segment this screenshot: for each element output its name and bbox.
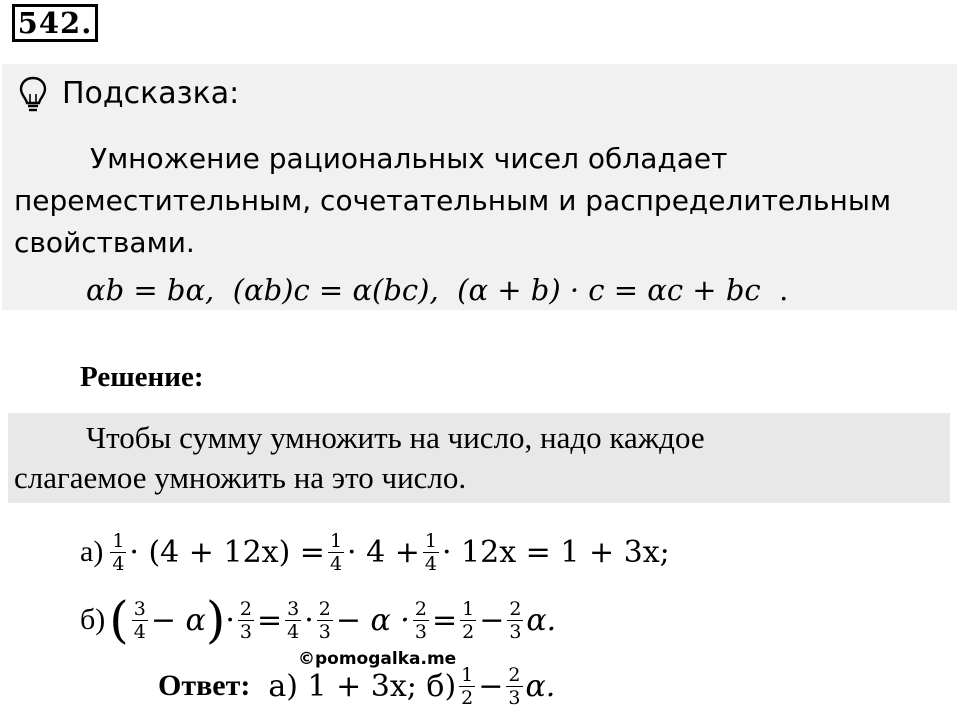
watermark: ©pomogalka.me xyxy=(298,649,457,669)
rule-line: Чтобы сумму умножить на число, надо каждое xyxy=(86,420,705,455)
fraction: $\frac{2}{3}$ xyxy=(414,597,427,643)
equation-term: − xyxy=(479,602,505,638)
hint-line: Умножение рациональных чисел обладает xyxy=(90,142,728,175)
fraction: $\frac{2}{3}$ xyxy=(318,597,331,643)
equation-term: · 4 + xyxy=(347,534,420,570)
equation-b xyxy=(80,590,556,650)
hint-line: свойствами. xyxy=(14,226,195,259)
equation-term: − α · xyxy=(335,602,410,638)
solution-title: Решение: xyxy=(80,361,204,393)
fraction: $\frac{1}{4}$ xyxy=(112,529,125,575)
answer-term: а) 1 + 3x; б) xyxy=(268,668,457,704)
answer-term: α. xyxy=(525,668,556,704)
open-paren: ( xyxy=(109,591,129,649)
fraction: $\frac{2}{3}$ xyxy=(509,597,522,643)
equation-term: · xyxy=(225,602,235,638)
close-paren: ) xyxy=(205,591,226,649)
fraction: $\frac{2}{3}$ xyxy=(508,663,521,709)
hint-title: Подсказка: xyxy=(62,76,240,111)
equation-term: · xyxy=(304,602,314,638)
equation-term: = xyxy=(256,602,283,638)
answer-term: − xyxy=(478,668,504,704)
answer xyxy=(158,656,555,716)
fraction: $\frac{2}{3}$ xyxy=(239,597,252,643)
formula-distributive: (α + b) · c = αc + bc xyxy=(457,273,761,307)
formula-commutative: αb = bα, xyxy=(86,273,215,307)
equation-label: а) xyxy=(80,535,104,568)
fraction: $\frac{1}{2}$ xyxy=(461,663,474,709)
fraction: $\frac{3}{4}$ xyxy=(287,597,300,643)
equation-label: б) xyxy=(80,603,106,636)
equation-term: α. xyxy=(526,602,557,638)
equation-term: · (4 + 12x) = xyxy=(129,534,325,570)
equation-a xyxy=(80,524,670,580)
fraction: $\frac{1}{4}$ xyxy=(424,529,437,575)
equation-term: − α xyxy=(150,602,206,638)
answer-label: Ответ: xyxy=(158,669,251,702)
properties-formula xyxy=(86,270,788,310)
lightbulb-icon xyxy=(18,76,48,114)
fraction: $\frac{3}{4}$ xyxy=(133,597,146,643)
formula-end: . xyxy=(779,273,789,307)
formula-associative: (αb)c = α(bc), xyxy=(232,273,439,307)
rule-line: слагаемое умножить на это число. xyxy=(14,460,467,495)
hint-text xyxy=(14,138,944,264)
equation-term: = xyxy=(431,602,458,638)
problem-number: 542. xyxy=(12,4,98,42)
fraction: $\frac{1}{4}$ xyxy=(329,529,343,575)
rule-text xyxy=(14,418,705,498)
hint-line: переместительным, сочетательным и распределительным xyxy=(14,184,892,217)
fraction: $\frac{1}{2}$ xyxy=(462,597,475,643)
equation-term: · 12x = 1 + 3x; xyxy=(441,534,670,570)
